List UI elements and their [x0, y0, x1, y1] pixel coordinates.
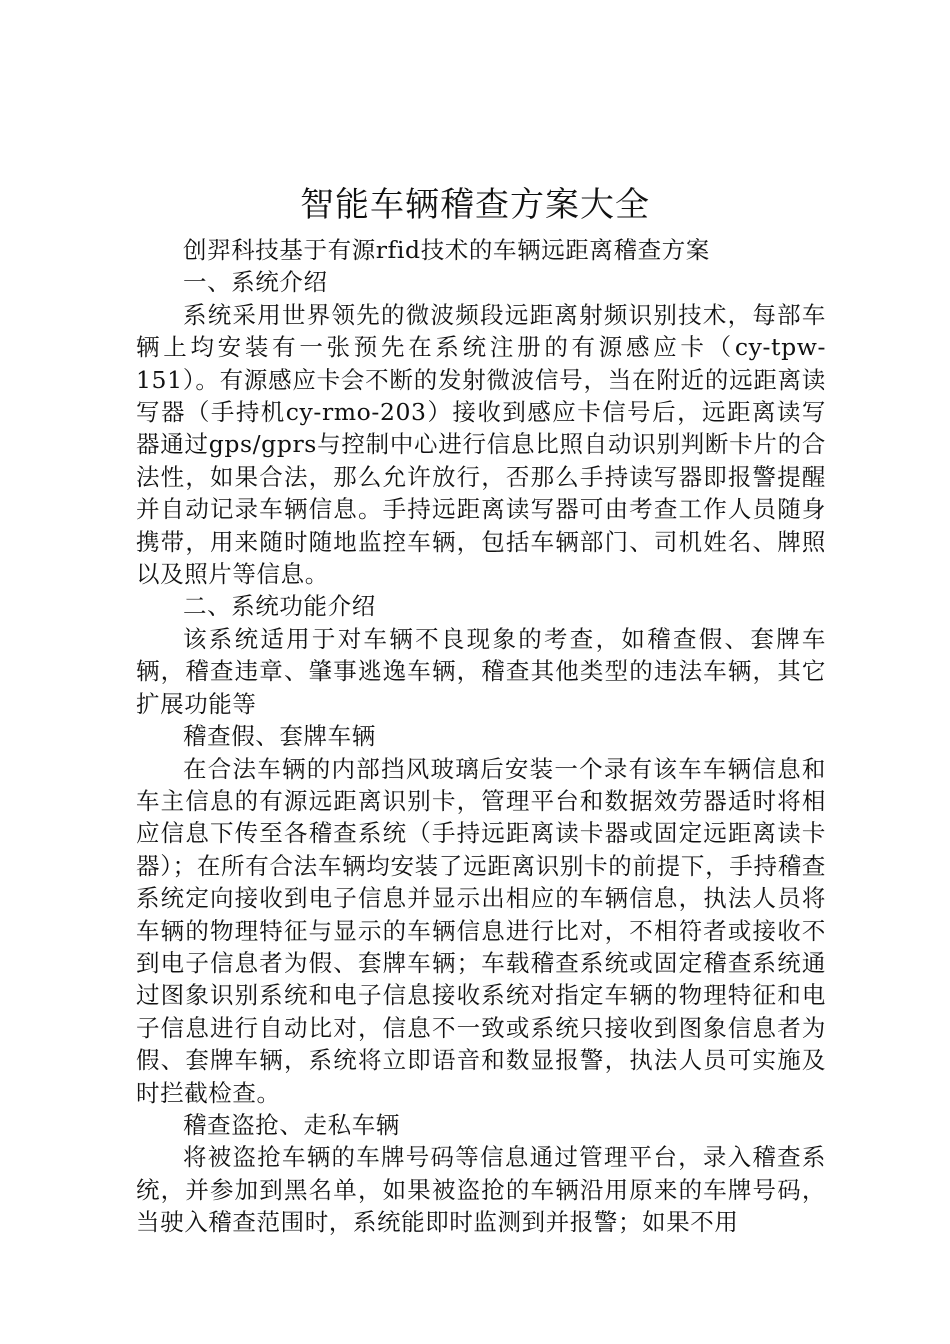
- system-intro-paragraph: 系统采用世界领先的微波频段远距离射频识别技术，每部车辆上均安装有一张预先在系统注册的有源感应卡（cy-tpw-151）。有源感应卡会不断的发射微波信号，当在附近的远距离读写器（手持机cy-rmo-203）接收到感应卡信号后，远距离读写器通过gps/gprs与控制中心进行信息比照自动识别判断卡片的合法性，如果合法，那么允许放行，否那么手持读写器即报警提醒并自动记录车辆信息。手持远距离读写器可由考查工作人员随身携带，用来随时随地监控车辆，包括车辆部门、司机姓名、牌照以及照片等信息。: [136, 300, 826, 589]
- subheading-stolen-vehicles: 稽查盗抢、走私车辆: [183, 1110, 400, 1139]
- subheading-fake-plates: 稽查假、套牌车辆: [183, 722, 376, 751]
- subtitle-paragraph: 创羿科技基于有源rfid技术的车辆远距离稽查方案: [183, 236, 710, 264]
- fake-plates-paragraph: 在合法车辆的内部挡风玻璃后安装一个录有该车车辆信息和车主信息的有源远距离识别卡，管理平台和数据效劳器适时将相应信息下传至各稽查系统（手持远距离读卡器或固定远距离读卡器）；在所有合法车辆均安装了远距离识别卡的前提下，手持稽查系统定向接收到电子信息并显示出相应的车辆信息，执法人员将车辆的物理特征与显示的车辆信息进行比对，不相符者或接收不到电子信息者为假、套牌车辆；车载稽查系统或固定稽查系统通过图象识别系统和电子信息接收系统对指定车辆的物理特征和电子信息进行自动比对，信息不一致或系统只接收到图象信息者为假、套牌车辆，系统将立即语音和数显报警，执法人员可实施及时拦截检查。: [136, 754, 826, 1107]
- document-title: 智能车辆稽查方案大全: [300, 185, 650, 225]
- system-functions-paragraph: 该系统适用于对车辆不良现象的考查，如稽查假、套牌车辆，稽查违章、肇事逃逸车辆，稽查其他类型的违法车辆，其它扩展功能等: [136, 624, 826, 718]
- document-body: [136, 234, 826, 1239]
- stolen-vehicles-paragraph: 将被盗抢车辆的车牌号码等信息通过管理平台，录入稽查系统，并参加到黑名单，如果被盗抢的车辆沿用原来的车牌号码，当驶入稽查范围时，系统能即时监测到并报警；如果不用: [136, 1143, 826, 1237]
- section-heading-system-functions: 二、系统功能介绍: [183, 592, 376, 621]
- section-heading-system-intro: 一、系统介绍: [183, 268, 328, 297]
